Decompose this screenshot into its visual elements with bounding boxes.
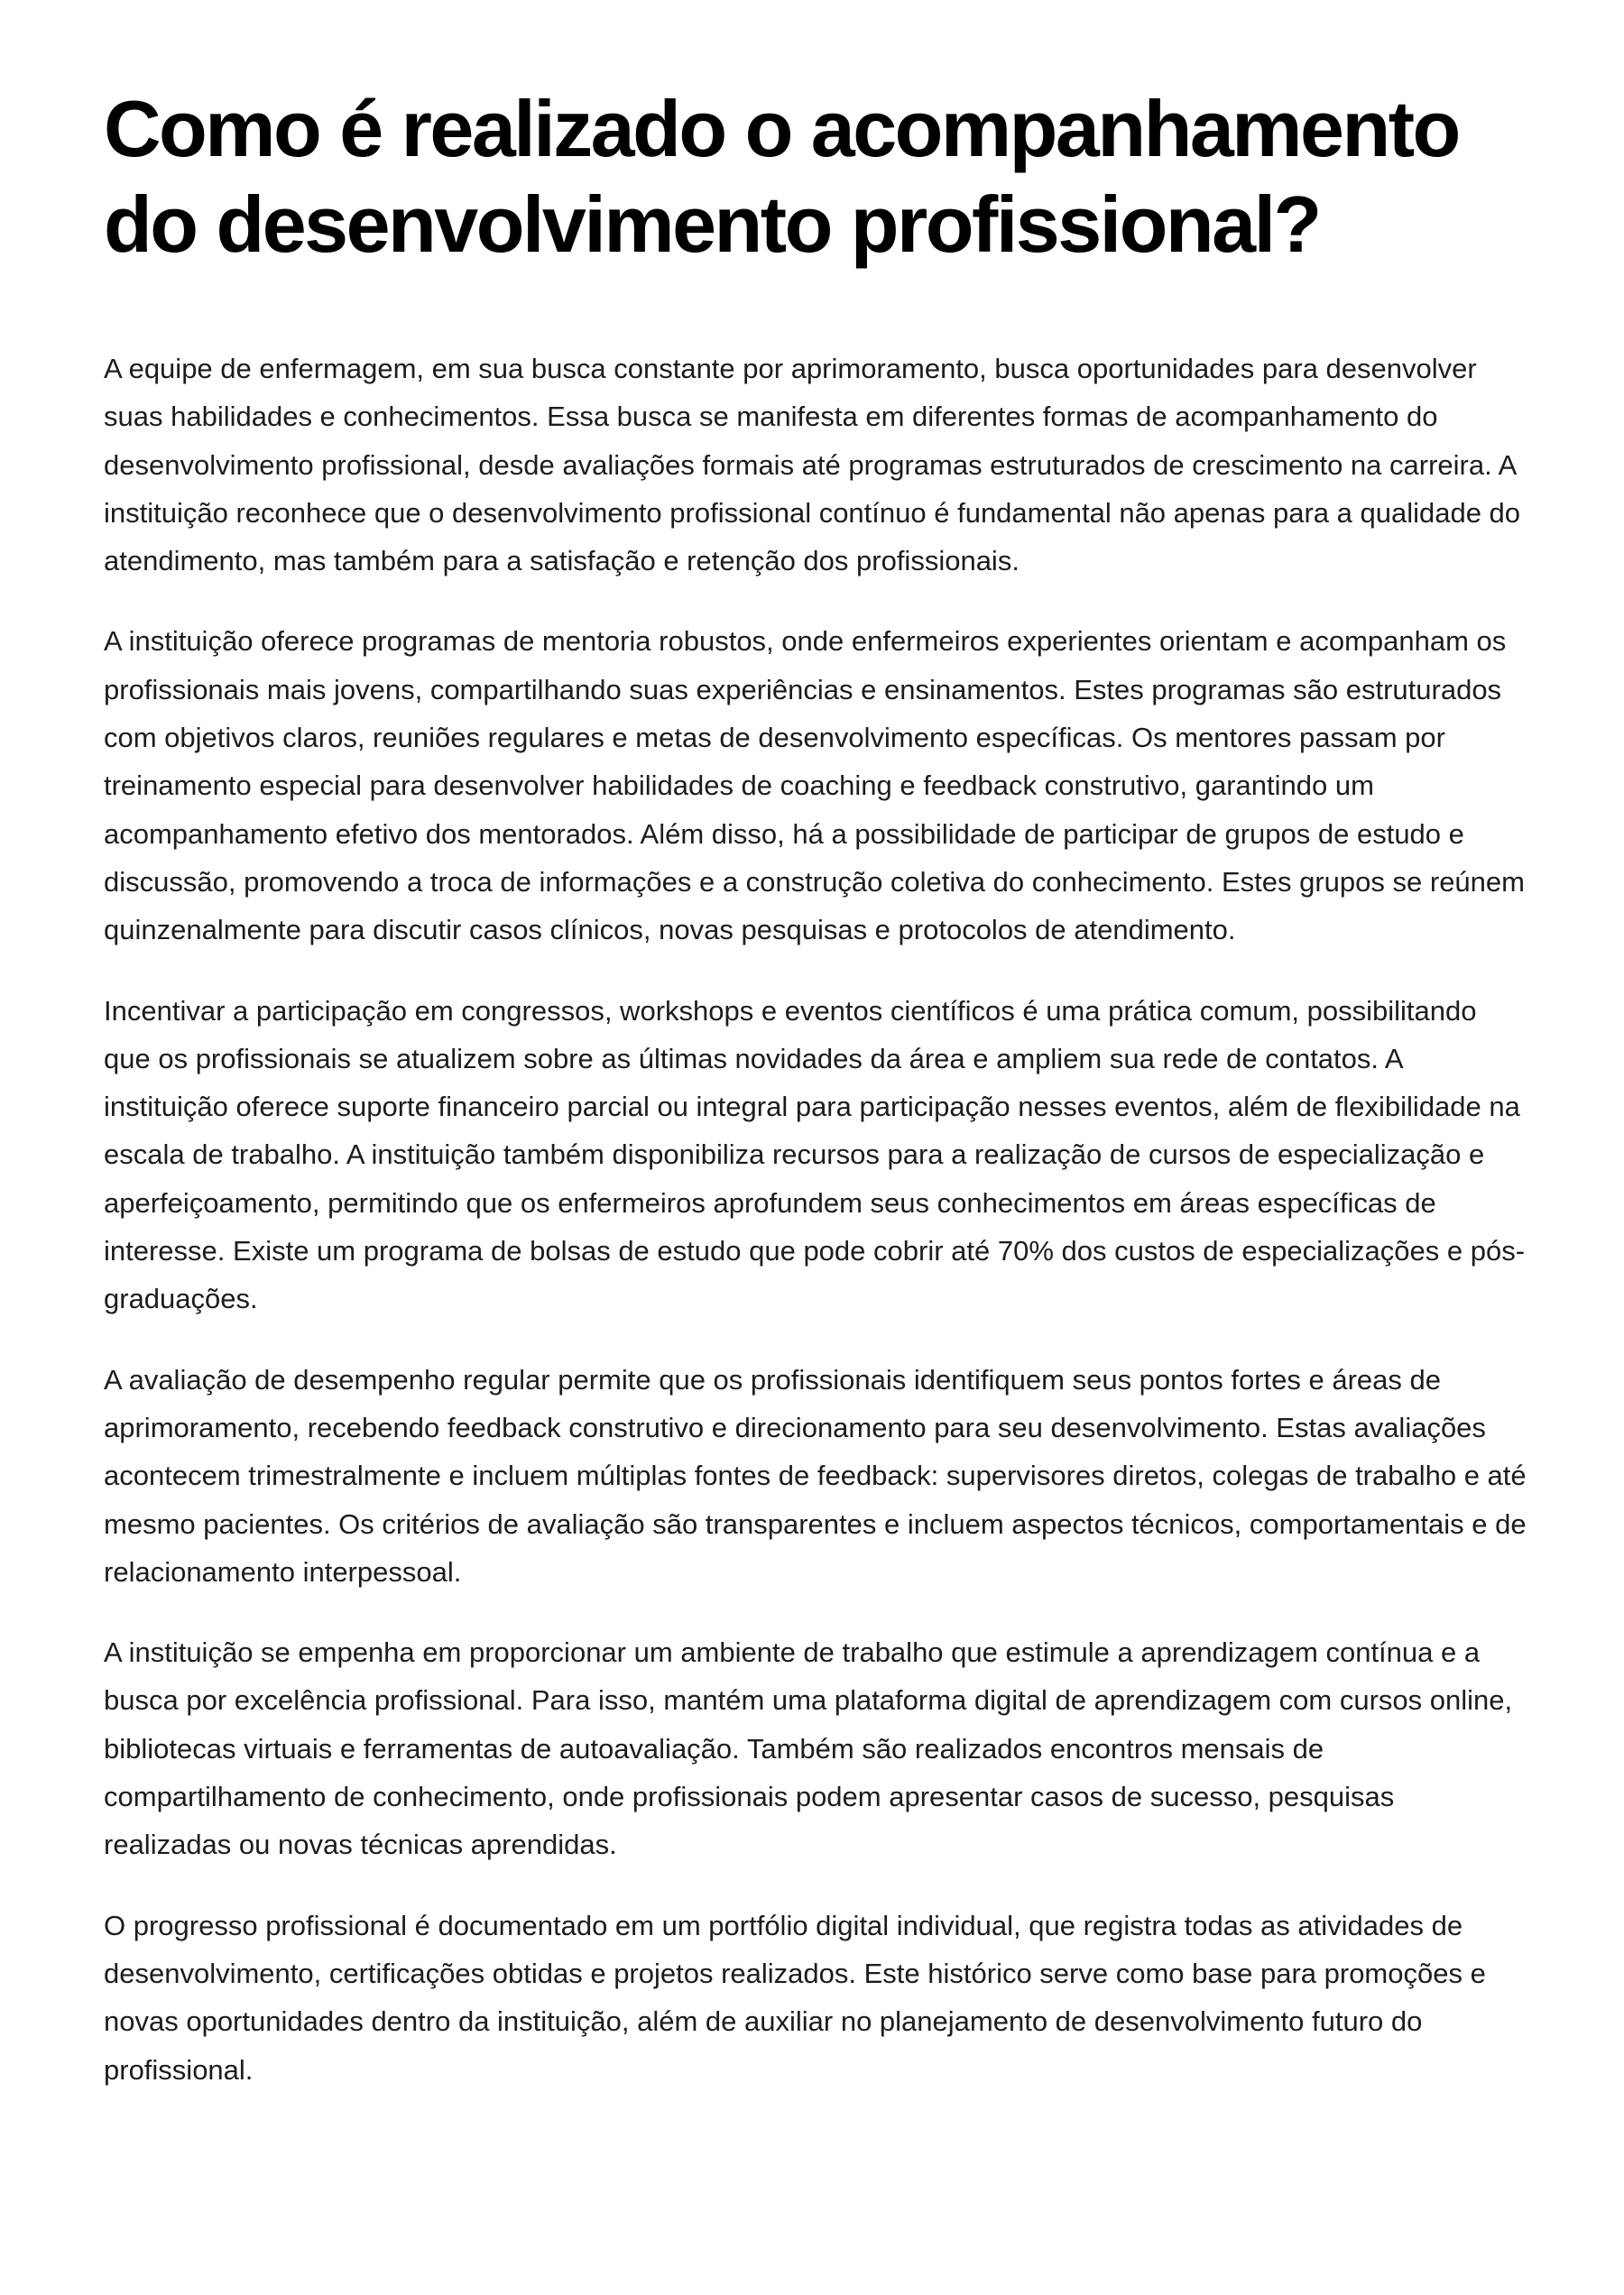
- paragraph-6: O progresso profissional é documentado em um portfólio digital individual, que registra todas as atividades de desenvolvimento, certificações obtidas e projetos realizados. Este histórico serve como base para promoções e novas oportunidades dentro da instituição, além de auxiliar no planejamento de desenvolvimento futuro do profissional.: [104, 1909, 1486, 2086]
- paragraph-5: A instituição se empenha em proporcionar um ambiente de trabalho que estimule a aprendizagem contínua e a busca por excelência profissional. Para isso, mantém uma plataforma digital de aprendizagem com cursos online, bibliotecas virtuais e ferramentas de autoavaliação. Também são realizados encontros mensais de compartilhamento de conhecimento, onde profissionais podem apresentar casos de sucesso, pesquisas realizadas ou novas técnicas aprendidas.: [104, 1636, 1513, 1861]
- document-page: [104, 81, 1529, 2126]
- paragraph-1: A equipe de enfermagem, em sua busca constante por aprimoramento, busca oportunidades para desenvolver suas habilidades e conhecimentos. Essa busca se manifesta em diferentes formas de acompanhamento do desenvolvimento profissional, desde avaliações formais até programas estruturados de crescimento na carreira. A instituição reconhece que o desenvolvimento profissional contínuo é fundamental não apenas para a qualidade do atendimento, mas também para a satisfação e retenção dos profissionais.: [104, 353, 1521, 577]
- paragraph-2: A instituição oferece programas de mentoria robustos, onde enfermeiros experientes orientam e acompanham os profissionais mais jovens, compartilhando suas experiências e ensinamentos. Estes programas são estruturados com objetivos claros, reuniões regulares e metas de desenvolvimento específicas. Os mentores passam por treinamento especial para desenvolver habilidades de coaching e feedback construtivo, garantindo um acompanhamento efetivo dos mentorados. Além disso, há a possibilidade de participar de grupos de estudo e discussão, promovendo a troca de informações e a construção coletiva do conhecimento. Estes grupos se reúnem quinzenalmente para discutir casos clínicos, novas pesquisas e protocolos de atendimento.: [104, 625, 1525, 946]
- paragraph-4: A avaliação de desempenho regular permite que os profissionais identifiquem seus pontos fortes e áreas de aprimoramento, recebendo feedback construtivo e direcionamento para seu desenvolvimento. Estas avaliações acontecem trimestralmente e incluem múltiplas fontes de feedback: supervisores diretos, colegas de trabalho e até mesmo pacientes. Os critérios de avaliação são transparentes e incluem aspectos técnicos, comportamentais e de relacionamento interpessoal.: [104, 1363, 1527, 1588]
- page-title: Como é realizado o acompanhamento do desenvolvimento profissional?: [104, 84, 1459, 269]
- paragraph-3: Incentivar a participação em congressos, workshops e eventos científicos é uma prática comum, possibilitando que os profissionais se atualizem sobre as últimas novidades da área e ampliem sua rede de contatos. A instituição oferece suporte financeiro parcial ou integral para participação nesses eventos, além de flexibilidade na escala de trabalho. A instituição também disponibiliza recursos para a realização de cursos de especialização e aperfeiçoamento, permitindo que os enfermeiros aprofundem seus conhecimentos em áreas específicas de interesse. Existe um programa de bolsas de estudo que pode cobrir até 70% dos custos de especializações e pós-graduações.: [104, 994, 1526, 1315]
